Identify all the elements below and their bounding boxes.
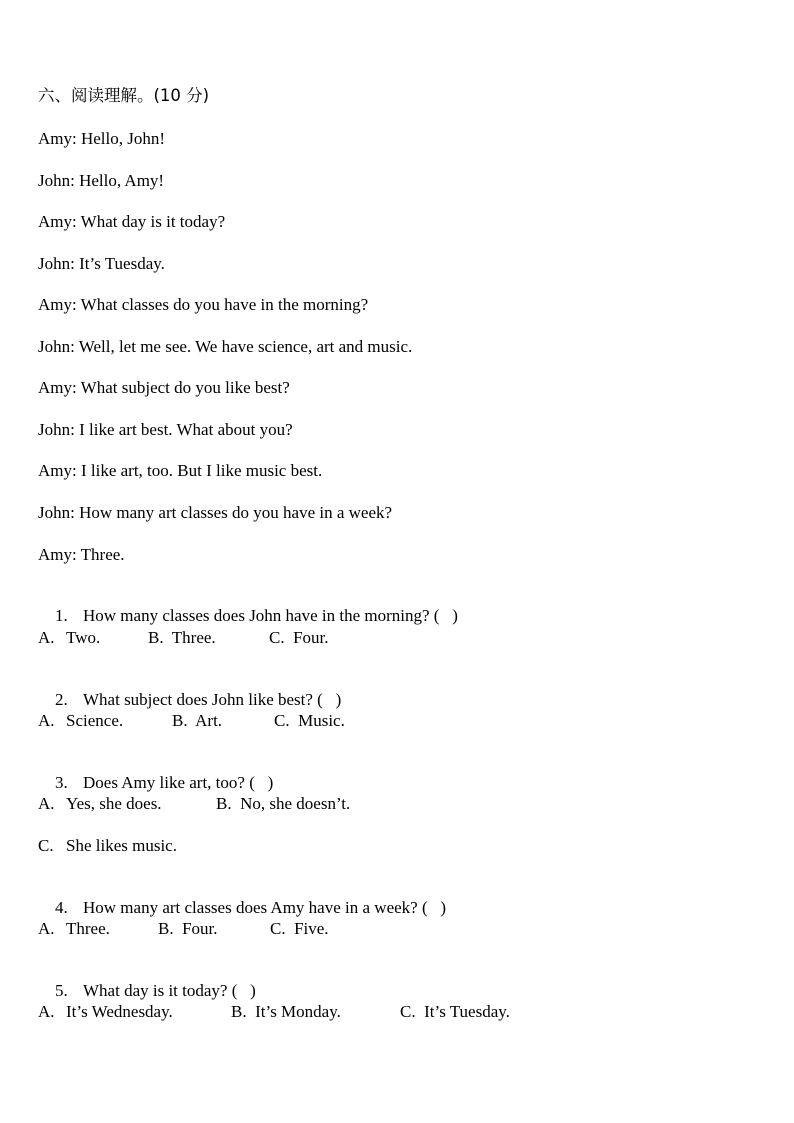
dialogue-line: John: Hello, Amy! — [38, 171, 165, 190]
question-2-options — [38, 711, 738, 731]
question-text: What day is it today? ( ) — [83, 981, 256, 1000]
dialogue-line: John: It’s Tuesday. — [38, 254, 165, 273]
question-number: 3. — [55, 773, 68, 792]
option-b: B. Art. — [172, 711, 223, 730]
option-a: Science. — [66, 711, 124, 730]
option-letter: A. — [38, 794, 55, 813]
dialogue-line: Amy: What day is it today? — [38, 212, 226, 231]
option-a: It’s Wednesday. — [66, 1002, 173, 1021]
option-a: Two. — [66, 628, 101, 647]
dialogue-line: Amy: What classes do you have in the morning? — [38, 295, 369, 314]
option-a: Three. — [66, 919, 110, 938]
question-text: How many classes does John have in the morning? ( ) — [83, 606, 458, 625]
option-b: B. No, she doesn’t. — [216, 794, 351, 813]
option-b: B. It’s Monday. — [231, 1002, 341, 1021]
dialogue-line: Amy: I like art, too. But I like music best. — [38, 461, 323, 480]
question-text: How many art classes does Amy have in a week? ( ) — [83, 898, 447, 917]
option-letter: A. — [38, 919, 55, 938]
option-letter: A. — [38, 628, 55, 647]
option-a: Yes, she does. — [66, 794, 162, 813]
dialogue-line: Amy: Three. — [38, 545, 125, 564]
question-3-extra-option — [38, 836, 738, 856]
question-3-options — [38, 794, 738, 814]
option-c: C. Music. — [274, 711, 345, 730]
dialogue-line: John: How many art classes do you have in a week? — [38, 503, 393, 522]
question-4-options — [38, 919, 738, 939]
question-text: Does Amy like art, too? ( ) — [83, 773, 274, 792]
option-letter: A. — [38, 711, 55, 730]
question-1-options — [38, 628, 738, 648]
option-b: B. Four. — [158, 919, 218, 938]
question-number: 1. — [55, 606, 68, 625]
question-text: What subject does John like best? ( ) — [83, 690, 342, 709]
option-letter: A. — [38, 1002, 55, 1021]
question-number: 5. — [55, 981, 68, 1000]
option-c: She likes music. — [66, 836, 177, 855]
dialogue-line: John: I like art best. What about you? — [38, 420, 293, 439]
question-number: 4. — [55, 898, 68, 917]
dialogue-line: Amy: Hello, John! — [38, 129, 166, 148]
dialogue-line: John: Well, let me see. We have science, art and music. — [38, 337, 413, 356]
option-c: C. Five. — [270, 919, 329, 938]
option-b: B. Three. — [148, 628, 216, 647]
option-c: C. Four. — [269, 628, 329, 647]
dialogue-line: Amy: What subject do you like best? — [38, 378, 290, 397]
option-letter: C. — [38, 836, 54, 855]
question-5-options — [38, 1002, 738, 1022]
option-c: C. It’s Tuesday. — [400, 1002, 510, 1021]
section-title: 六、阅读理解。(10 分) — [38, 86, 210, 105]
question-number: 2. — [55, 690, 68, 709]
